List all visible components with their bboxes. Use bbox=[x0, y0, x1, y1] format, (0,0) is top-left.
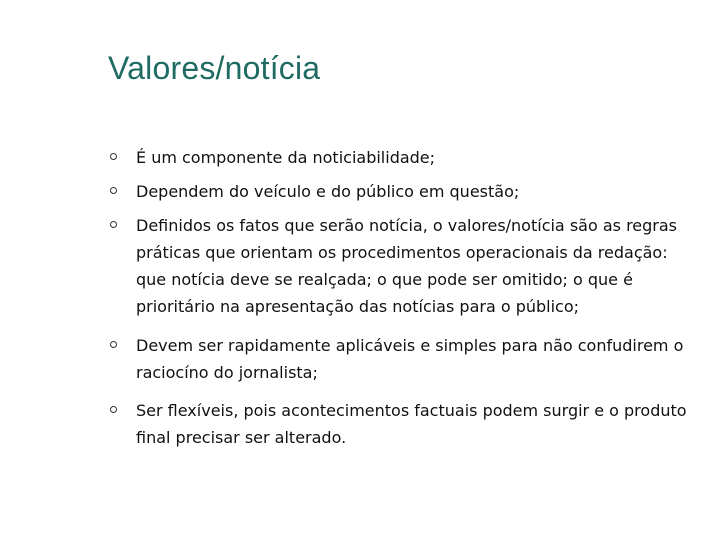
bullet-text: É um componente da noticiabilidade; bbox=[136, 148, 436, 167]
bullet-list bbox=[108, 144, 688, 451]
bullet-text: Dependem do veículo e do público em questão; bbox=[136, 182, 520, 201]
bullet-item bbox=[108, 332, 688, 386]
hollow-circle-bullet-icon bbox=[110, 153, 117, 160]
hollow-circle-bullet-icon bbox=[110, 341, 117, 348]
hollow-circle-bullet-icon bbox=[110, 406, 117, 413]
hollow-circle-bullet-icon bbox=[110, 221, 117, 228]
bullet-text: Definidos os fatos que serão notícia, o valores/notícia são as regras práticas que orientam os procedimentos operacionais da redação: que notícia deve se realçada; o que pode ser omitido; o que é prioritário na apresentação das notícias para o público; bbox=[136, 216, 678, 316]
slide-title: Valores/notícia bbox=[108, 50, 321, 86]
hollow-circle-bullet-icon bbox=[110, 187, 117, 194]
bullet-text: Devem ser rapidamente aplicáveis e simples para não confudirem o raciocíno do jornalista; bbox=[136, 336, 684, 382]
bullet-text: Ser flexíveis, pois acontecimentos factuais podem surgir e o produto final precisar ser alterado. bbox=[136, 401, 687, 447]
bullet-item bbox=[108, 212, 688, 320]
bullet-item bbox=[108, 178, 688, 205]
bullet-item bbox=[108, 144, 688, 171]
bullet-item bbox=[108, 397, 688, 451]
